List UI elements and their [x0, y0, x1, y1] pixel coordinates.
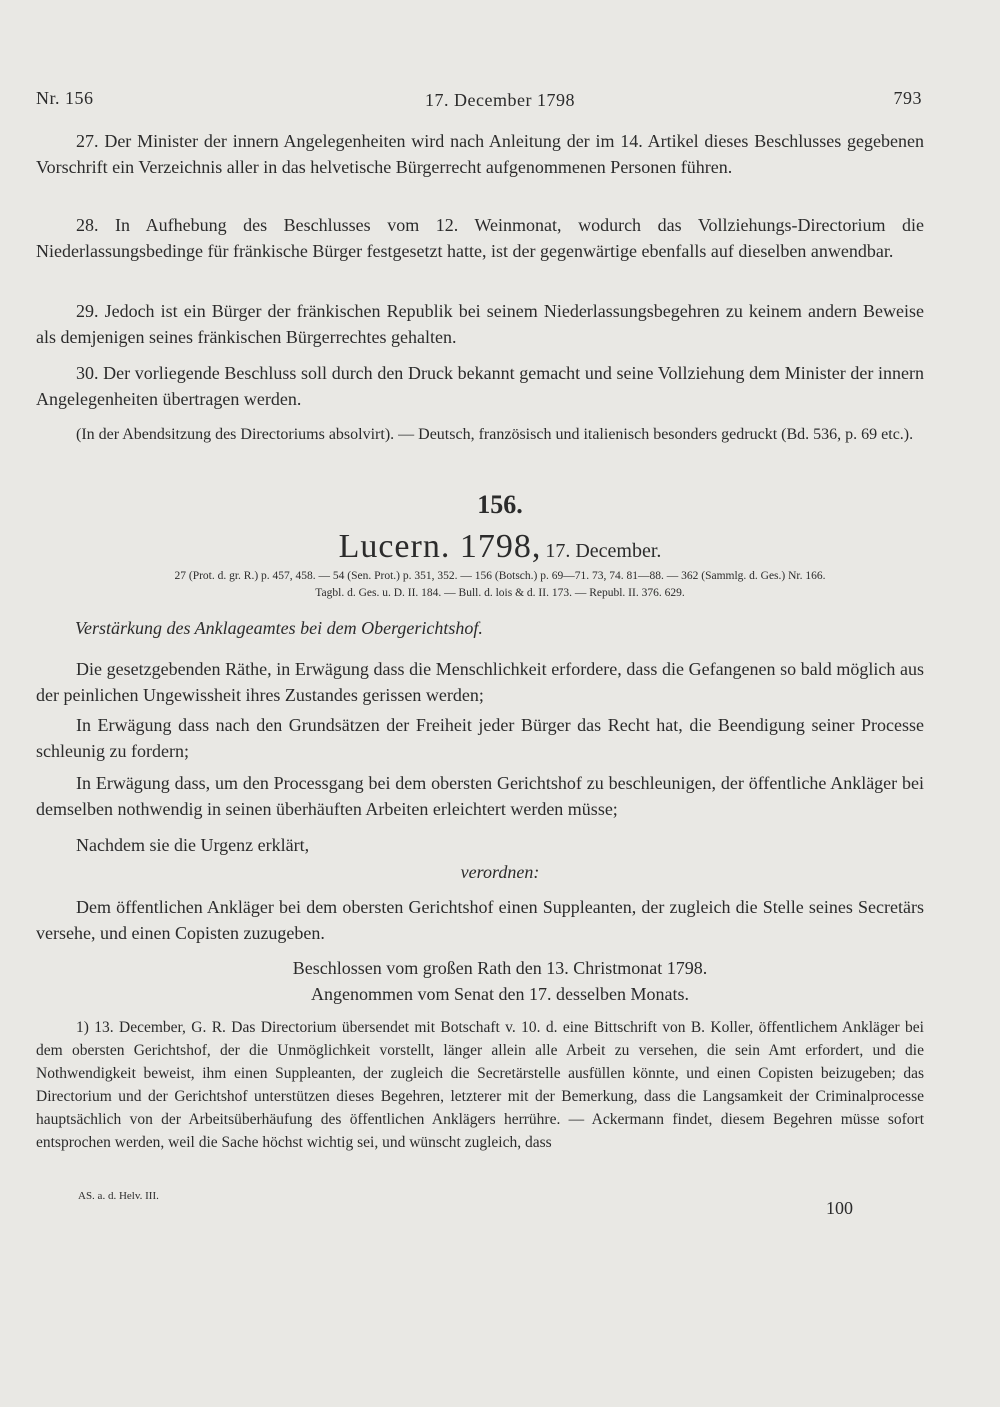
article-30: 30. Der vorliegende Beschluss soll durch den Druck bekannt gemacht und seine Vollziehung dem Minister der innern Angelegenheiten übertragen werden.	[36, 363, 924, 409]
place-year: Lucern. 1798,	[338, 528, 542, 565]
section-heading: Verstärkung des Anklageamtes bei dem Obergerichtshof.	[75, 618, 483, 638]
closing-resolved: Beschlossen vom großen Rath den 13. Christmonat 1798.	[292, 958, 708, 978]
page-number: 793	[893, 88, 922, 108]
article-27: 27. Der Minister der innern Angelegenheiten wird nach Anleitung der im 14. Artikel dieses Beschlusses gegebenen Vorschrift ein Verzeichnis aller in das helvetische Bürgerrecht aufgenommenen Personen führen.	[36, 131, 924, 177]
recital-2: In Erwägung dass nach den Grundsätzen der Freiheit jeder Bürger das Recht hat, die Beendigung seiner Processe schleunig zu fordern;	[36, 715, 924, 761]
source-references	[70, 568, 930, 602]
running-header-number: Nr. 156	[36, 88, 94, 108]
footer-signature: AS. a. d. Helv. III.	[78, 1190, 159, 1202]
recital-3: In Erwägung dass, um den Processgang bei dem obersten Gerichtshof zu beschleunigen, der öffentliche Ankläger bei demselben nothwendig in seinen überhäuften Arbeiten erleichtert werden müsse;	[36, 773, 924, 819]
refs-line-2: Tagbl. d. Ges. u. D. II. 184. — Bull. d. lois & d. II. 173. — Republ. II. 376. 629.	[315, 587, 685, 599]
section-number: 156.	[477, 490, 523, 519]
article-29: 29. Jedoch ist ein Bürger der fränkischen Republik bei seinem Niederlassungsbegehren zu keinem andern Beweise als demjenigen seines fränkischen Bürgerrechtes gehalten.	[36, 301, 924, 347]
running-header-date: 17. December 1798	[425, 90, 575, 110]
urgency-clause: Nachdem sie die Urgenz erklärt,	[76, 835, 310, 855]
section-place-date	[0, 528, 1000, 566]
sheet-number: 100	[826, 1198, 853, 1218]
refs-line-1: 27 (Prot. d. gr. R.) p. 457, 458. — 54 (Sen. Prot.) p. 351, 352. — 156 (Botsch.) p. 69—71. 73, 74. 81—88. — 362 (Sammlg. d. Ges.) Nr. 166.	[174, 570, 826, 582]
footnote: 1) 13. December, G. R. Das Directorium übersendet mit Botschaft v. 10. d. eine Bittschrift von B. Koller, öffentlichem Ankläger bei dem obersten Gerichtshof, der die Unmöglichkeit vorstellt, länger allein alle Arbeit zu versehen, die sein Amt erfordert, und die Nothwendigkeit beweist, ihm einen Suppleanten, der zugleich die Secretärstelle ausfüllen könnte, und einen Copisten beizugeben; das Directorium und der Gerichtshof unterstützen dieses Begehren, letzterer mit der Bemerkung, dass die Langsamkeit der Criminalprocesse hauptsächlich von der Arbeitsüberhäufung des öffentlichen Anklägers herrühre. — Ackermann findet, diesem Begehren müsse sofort entsprochen werden, weil die Sache höchst wichtig sei, und wünscht zugleich, dass	[36, 1019, 924, 1151]
decree-verb: verordnen:	[460, 862, 540, 882]
article-28: 28. In Aufhebung des Beschlusses vom 12. Weinmonat, wodurch das Vollziehungs-Directorium die Niederlassungsbedinge für fränkische Bürger festgesetzt hatte, ist der gegenwärtige ebenfalls auf dieselben anwendbar.	[36, 215, 924, 261]
recital-1: Die gesetzgebenden Räthe, in Erwägung dass die Menschlichkeit erfordere, dass die Gefangenen so bald möglich aus der peinlichen Ungewissheit ihres Zustandes gerissen werden;	[36, 659, 924, 705]
decree-text: Dem öffentlichen Ankläger bei dem obersten Gerichtshof einen Suppleanten, der zugleich die Stelle seines Secretärs versehe, und einen Copisten zuzugeben.	[36, 897, 924, 943]
section-date: 17. December.	[545, 540, 662, 562]
closing-accepted: Angenommen vom Senat den 17. desselben Monats.	[311, 984, 689, 1004]
session-note: (In der Abendsitzung des Directoriums absolvirt). — Deutsch, französisch und italienisch besonders gedruckt (Bd. 536, p. 69 etc.).	[76, 426, 914, 443]
